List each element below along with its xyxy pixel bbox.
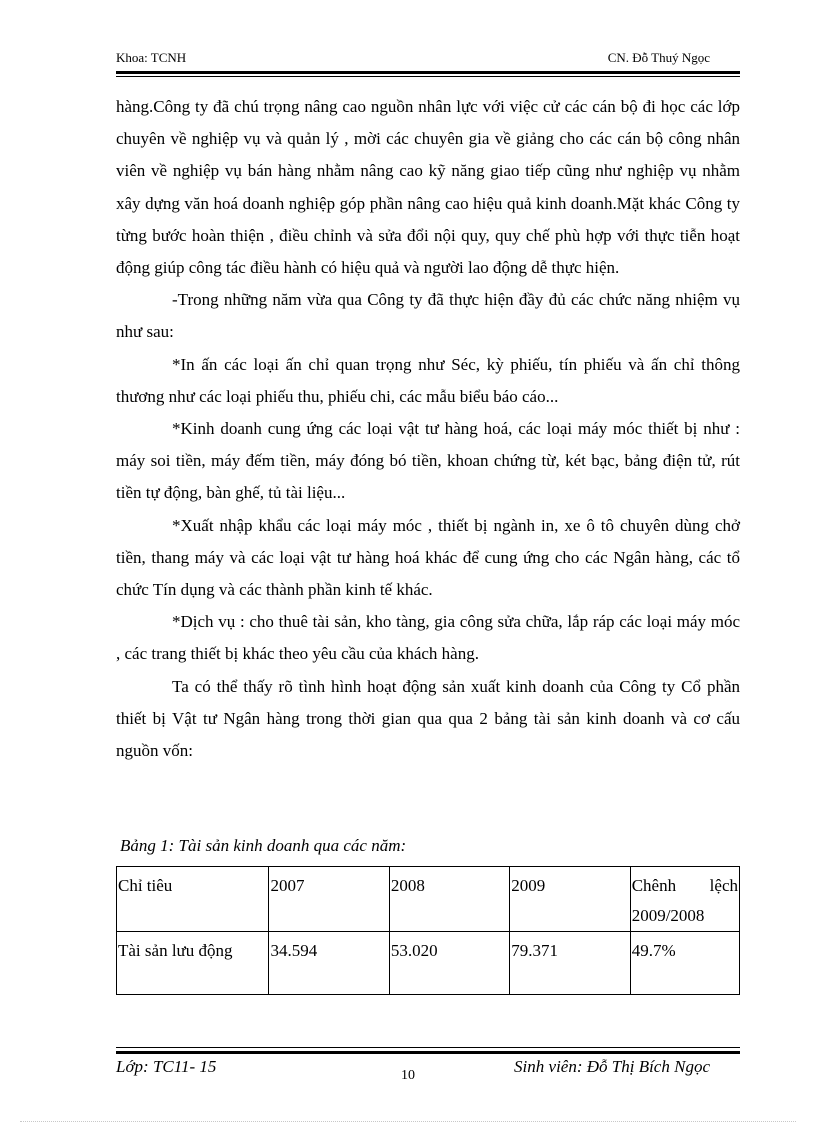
paragraph-3: *In ấn các loại ấn chỉ quan trọng như Séc, kỳ phiếu, tín phiếu và ấn chỉ thông thương như các loại phiếu thu, phiếu chi, các mẫu biểu báo cáo... (116, 354, 740, 406)
paragraph-7: Ta có thể thấy rõ tình hình hoạt động sản xuất kinh doanh của Công ty Cổ phần thiết bị Vật tư Ngân hàng trong thời gian qua qua 2 bảng tài sản kinh doanh và cơ cấu nguồn vốn: (116, 676, 740, 761)
document-body (116, 91, 740, 767)
paragraph-6: *Dịch vụ : cho thuê tài sản, kho tàng, gia công sửa chữa, lắp ráp các loại máy móc , các trang thiết bị khác theo yêu cầu của khách hàng. (116, 612, 740, 664)
page-header (116, 50, 710, 70)
page-bottom-border (20, 1121, 796, 1122)
header-cell-indicator: Chỉ tiêu (117, 867, 269, 932)
cell-2008: 53.020 (389, 932, 509, 995)
assets-table (116, 866, 740, 995)
footer-rule-thick (116, 1051, 740, 1054)
header-cell-2008: 2008 (389, 867, 509, 932)
table-row (117, 932, 740, 995)
table-header-row (117, 867, 740, 932)
cell-indicator: Tài sản lưu động (117, 932, 269, 995)
footer-rule-thin (116, 1047, 740, 1048)
paragraph-4: *Kinh doanh cung ứng các loại vật tư hàng hoá, các loại máy móc thiết bị như : máy soi tiền, máy đếm tiền, máy đóng bó tiền, khoan chứng từ, két bạc, bảng điện tử, rút tiền tự động, bàn ghế, tủ tài liệu... (116, 419, 740, 503)
header-cell-difference (630, 867, 739, 932)
cell-difference: 49.7% (630, 932, 739, 995)
table-caption: Bảng 1: Tài sản kinh doanh qua các năm: (120, 836, 407, 855)
header-faculty: Khoa: TCNH (116, 50, 187, 65)
header-cell-2009: 2009 (510, 867, 630, 932)
paragraph-5: *Xuất nhập khẩu các loại máy móc , thiết bị ngành in, xe ô tô chuyên dùng chở tiền, thang máy và các loại vật tư hàng hoá khác để cung ứng cho các Ngân hàng, các tổ chức Tín dụng và các thành phần kinh tế khác. (116, 515, 740, 600)
cell-2009: 79.371 (510, 932, 630, 995)
header-diff-word-2: lệch (709, 876, 738, 895)
footer-student: Sinh viên: Đỗ Thị Bích Ngọc (514, 1057, 710, 1076)
paragraph-2: -Trong những năm vừa qua Công ty đã thực hiện đầy đủ các chức năng nhiệm vụ như sau: (116, 290, 740, 342)
header-rule-thin (116, 76, 740, 77)
header-rule-thick (116, 71, 740, 74)
cell-2007: 34.594 (269, 932, 389, 995)
header-cell-2007: 2007 (269, 867, 389, 932)
header-diff-period: 2009/2008 (631, 906, 705, 925)
page-number: 10 (401, 1068, 415, 1083)
header-instructor: CN. Đỗ Thuý Ngọc (607, 50, 710, 65)
footer-class: Lớp: TC11- 15 (116, 1057, 217, 1076)
paragraph-1: hàng.Công ty đã chú trọng nâng cao nguồn nhân lực với việc cử các cán bộ đi học các lớp chuyên về nghiệp vụ và quản lý , mời các chuyên gia về giảng cho các cán bộ công nhân viên về nghiệp vụ bán hàng nhằm nâng cao kỹ năng giao tiếp cũng như nghiệp vụ nhằm xây dựng văn hoá doanh nghiệp góp phần nâng cao hiệu quả kinh doanh.Mặt khác Công ty từng bước hoàn thiện , điều chỉnh và sửa đổi nội quy, quy chế phù hợp với thực tiễn hoạt động giúp công tác điều hành có hiệu quả và người lao động dễ thực hiện. (116, 97, 740, 278)
header-diff-word-1: Chênh (631, 876, 677, 895)
